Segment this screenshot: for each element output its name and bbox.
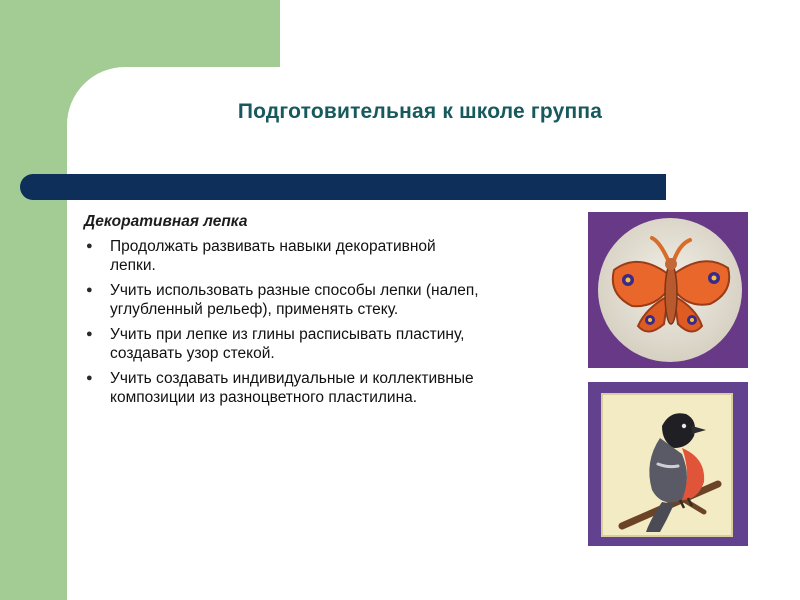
bullfinch-photo bbox=[588, 382, 748, 546]
list-item-text: Учить при лепке из глины расписывать пластину, создавать узор стекой. bbox=[110, 326, 465, 362]
butterfly-illustration bbox=[588, 212, 748, 368]
bullet-list bbox=[84, 237, 484, 407]
content-block bbox=[84, 212, 484, 413]
slide-title: Подготовительная к школе группа bbox=[237, 100, 603, 123]
title-divider-bar bbox=[20, 174, 666, 200]
butterfly-photo bbox=[588, 212, 748, 368]
list-item-text: Учить использовать разные способы лепки (налеп, углубленный рельеф), применять стеку. bbox=[110, 282, 479, 318]
bullfinch-illustration bbox=[588, 382, 748, 546]
list-item-text: Учить создавать индивидуальные и коллективные композиции из разноцветного пластилина. bbox=[110, 370, 474, 406]
bullet-icon: ● bbox=[86, 284, 93, 296]
bullet-icon: ● bbox=[86, 328, 93, 340]
section-heading: Декоративная лепка bbox=[84, 213, 248, 230]
bullet-icon: ● bbox=[86, 372, 93, 384]
list-item bbox=[84, 325, 484, 363]
bullet-icon: ● bbox=[86, 240, 93, 252]
list-item bbox=[84, 237, 484, 275]
list-item bbox=[84, 369, 484, 407]
list-item bbox=[84, 281, 484, 319]
list-item-text: Продолжать развивать навыки декоративной лепки. bbox=[110, 238, 436, 274]
